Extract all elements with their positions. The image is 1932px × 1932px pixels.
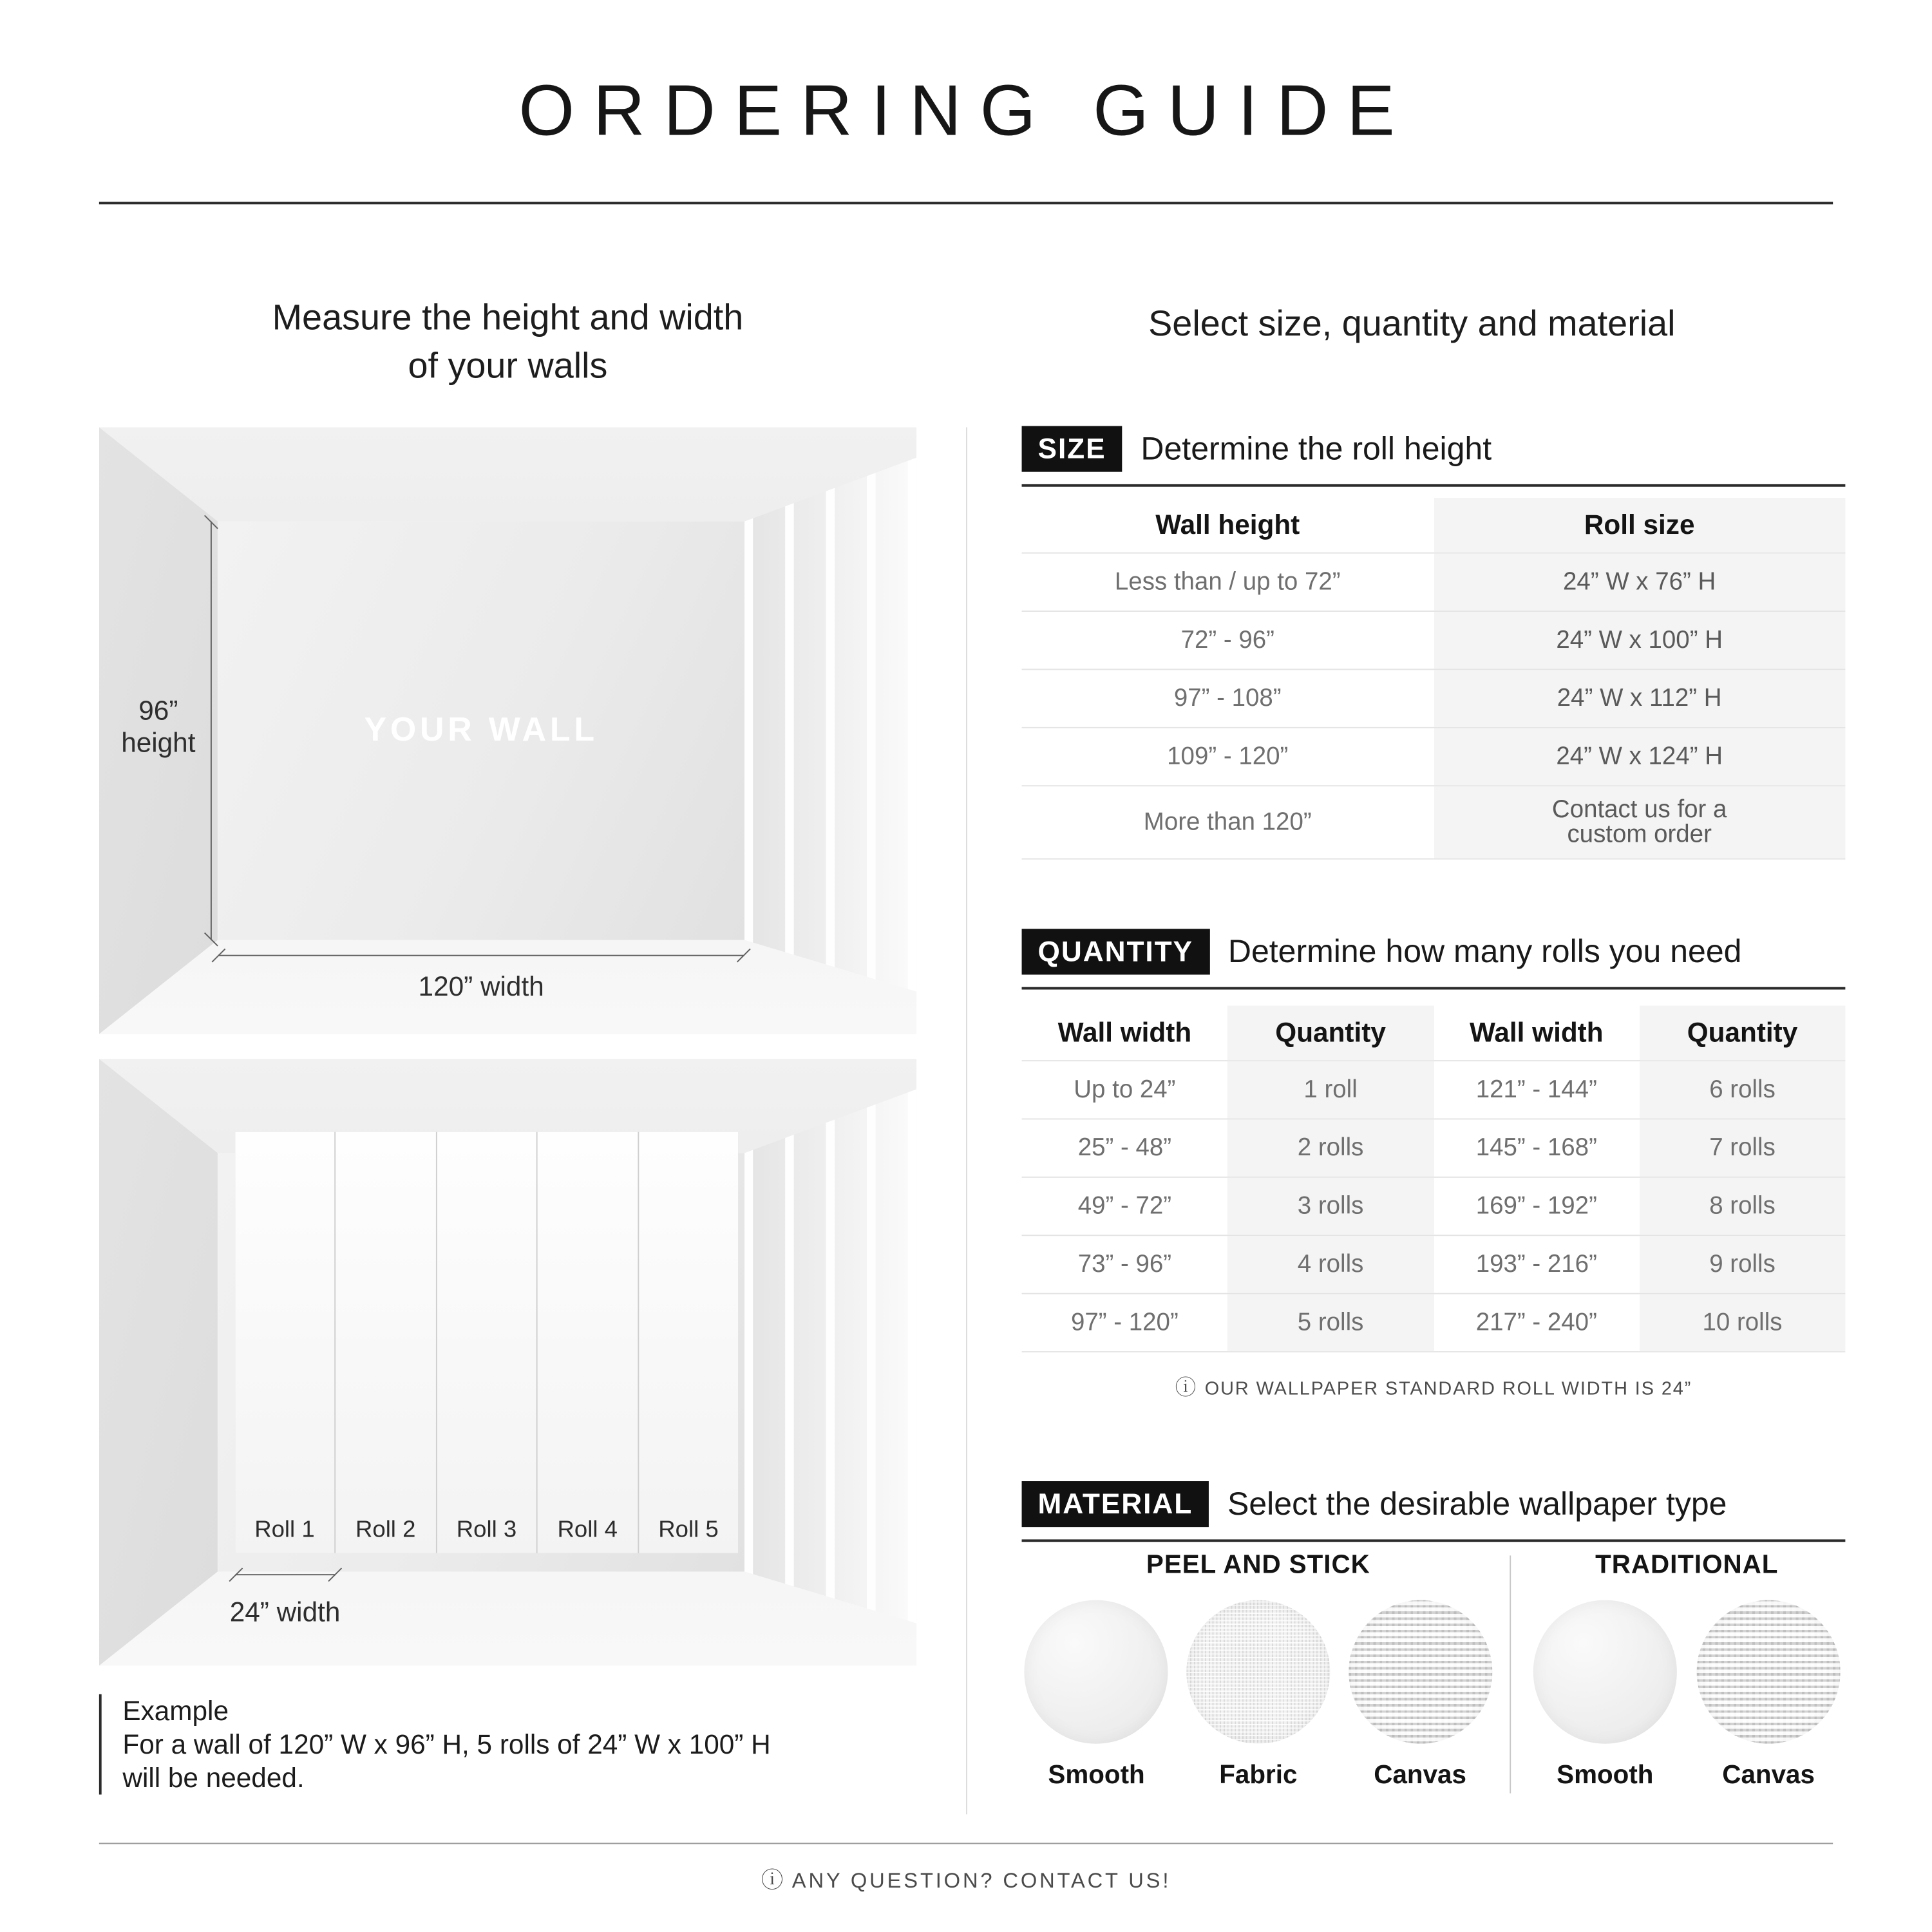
roll-size-cell	[1434, 786, 1845, 858]
wall-height-cell: 109” - 120”	[1167, 742, 1289, 770]
roll-width-note	[1022, 1370, 1846, 1401]
size-table-row	[1022, 670, 1846, 728]
wall-width-cell: 121” - 144”	[1475, 1075, 1597, 1103]
page-title: ORDERING GUIDE	[518, 70, 1414, 151]
example-line2: will be needed.	[122, 1762, 305, 1794]
swatch-label: Canvas	[1722, 1761, 1815, 1790]
quantity-col-header: Wall width	[1057, 1016, 1192, 1048]
smooth-texture-swatch	[1025, 1600, 1168, 1744]
material-badge: MATERIAL	[1022, 1481, 1209, 1527]
wall-height-cell: 97” - 108”	[1173, 684, 1282, 712]
material-subtitle: Select the desirable wallpaper type	[1227, 1484, 1727, 1522]
quantity-table-row	[1022, 1236, 1846, 1294]
quantity-subtitle: Determine how many rolls you need	[1227, 933, 1742, 970]
wall-width-cell: 169” - 192”	[1475, 1191, 1597, 1220]
swatch-label: Fabric	[1219, 1761, 1298, 1790]
title-divider	[99, 202, 1833, 204]
quantity-section-header	[1022, 929, 1846, 989]
wall-measure-illustration	[99, 427, 916, 1034]
wall-width-cell: Up to 24”	[1074, 1075, 1176, 1103]
roll-panel	[437, 1132, 536, 1553]
fabric-texture-swatch	[1186, 1600, 1330, 1744]
roll-label: Roll 1	[254, 1517, 315, 1544]
quantity-cell: 6 rolls	[1640, 1061, 1846, 1118]
roll-width-dimension-line	[235, 1573, 336, 1575]
size-subtitle: Determine the roll height	[1141, 430, 1492, 467]
quantity-cell: 10 rolls	[1640, 1294, 1846, 1351]
left-heading-line1: Measure the height and width	[272, 298, 744, 338]
size-table-row	[1022, 786, 1846, 859]
wall-width-cell: 193” - 216”	[1475, 1250, 1597, 1278]
your-wall-label: YOUR WALL	[364, 711, 598, 749]
quantity-cell: 1 roll	[1227, 1061, 1434, 1118]
wall-width-cell: 73” - 96”	[1077, 1250, 1172, 1278]
quantity-cell: 2 rolls	[1227, 1119, 1434, 1176]
left-heading-line2: of your walls	[408, 346, 608, 386]
example-note	[99, 1694, 915, 1795]
quantity-table-row	[1022, 1294, 1846, 1352]
swatch-canvas	[1693, 1600, 1844, 1791]
example-title: Example	[122, 1695, 229, 1727]
swatch-row	[1022, 1600, 1495, 1791]
size-badge: SIZE	[1022, 426, 1122, 472]
swatch-canvas	[1345, 1600, 1495, 1791]
swatch-row	[1527, 1600, 1846, 1791]
swatch-label: Smooth	[1557, 1761, 1654, 1790]
canvas-texture-swatch	[1697, 1600, 1841, 1744]
material-group-peel-and-stick	[1022, 1551, 1495, 1791]
smooth-texture-swatch	[1533, 1600, 1677, 1744]
swatch-label: Smooth	[1048, 1761, 1145, 1790]
swatch-smooth	[1530, 1600, 1681, 1791]
quantity-cell: 9 rolls	[1640, 1236, 1846, 1293]
quantity-cell: 5 rolls	[1227, 1294, 1434, 1351]
footer-note	[0, 1862, 1932, 1895]
roll-width-label: 24” width	[229, 1596, 341, 1628]
quantity-table-row	[1022, 1061, 1846, 1119]
wall-height-cell: Less than / up to 72”	[1114, 567, 1341, 596]
roll-panels	[235, 1132, 739, 1553]
wall-width-cell: 49” - 72”	[1077, 1191, 1172, 1220]
roll-panel	[336, 1132, 435, 1553]
roll-size-cell: 24” W x 100” H	[1434, 612, 1845, 668]
width-label: 120” width	[418, 970, 544, 1001]
room-window	[745, 1077, 917, 1641]
room-window	[745, 446, 917, 1010]
material-divider	[1510, 1555, 1511, 1793]
wall-width-cell: 97” - 120”	[1071, 1308, 1179, 1336]
size-table-row	[1022, 554, 1846, 612]
quantity-table	[1022, 1006, 1846, 1352]
roll-label: Roll 3	[456, 1517, 517, 1544]
canvas-texture-swatch	[1349, 1600, 1492, 1744]
wall-height-cell: More than 120”	[1143, 808, 1312, 836]
size-col-wall-height: Wall height	[1155, 509, 1300, 540]
size-table-row	[1022, 612, 1846, 670]
size-table-header	[1022, 498, 1846, 554]
quantity-table-row	[1022, 1178, 1846, 1236]
example-line1: For a wall of 120” W x 96” H, 5 rolls of 24” W x 100” H	[122, 1728, 771, 1760]
swatch-fabric	[1184, 1600, 1333, 1791]
quantity-table-row	[1022, 1119, 1846, 1177]
quantity-col-header: Quantity	[1640, 1006, 1846, 1061]
info-icon: ⓘ	[761, 1868, 784, 1893]
roll-label: Roll 4	[557, 1517, 618, 1544]
roll-panel	[639, 1132, 739, 1553]
quantity-cell: 3 rolls	[1227, 1178, 1434, 1235]
right-column-heading: Select size, quantity and material	[1148, 305, 1676, 345]
quantity-cell: 8 rolls	[1640, 1178, 1846, 1235]
quantity-cell: 4 rolls	[1227, 1236, 1434, 1293]
roll-size-cell: 24” W x 124” H	[1434, 728, 1845, 785]
wall-height-cell: 72” - 96”	[1180, 626, 1274, 654]
wall-width-cell: 145” - 168”	[1475, 1133, 1597, 1161]
wall-width-cell: 217” - 240”	[1475, 1308, 1597, 1336]
size-table-row	[1022, 728, 1846, 786]
roll-label: Roll 5	[658, 1517, 719, 1544]
material-group-title: PEEL AND STICK	[1146, 1550, 1370, 1579]
roll-label: Roll 2	[355, 1517, 416, 1544]
note-text: OUR WALLPAPER STANDARD ROLL WIDTH IS 24”	[1204, 1378, 1692, 1400]
height-label	[111, 694, 205, 759]
width-dimension-line	[218, 955, 745, 956]
quantity-col-header: Wall width	[1470, 1016, 1604, 1048]
left-column-heading	[99, 295, 916, 392]
info-icon: ⓘ	[1175, 1376, 1198, 1400]
swatch-smooth	[1022, 1600, 1171, 1791]
quantity-col-header: Quantity	[1227, 1006, 1434, 1061]
material-section	[1022, 1551, 1846, 1814]
custom-order-text: Contact us for a custom order	[1551, 796, 1727, 849]
height-word: height	[121, 726, 196, 758]
swatch-label: Canvas	[1374, 1761, 1466, 1790]
material-group-title: TRADITIONAL	[1595, 1550, 1779, 1579]
quantity-cell: 7 rolls	[1640, 1119, 1846, 1176]
quantity-table-header	[1022, 1006, 1846, 1062]
column-divider	[966, 427, 967, 1814]
rolls-illustration	[99, 1059, 916, 1665]
roll-size-cell: 24” W x 112” H	[1434, 670, 1845, 726]
size-section-header	[1022, 426, 1846, 487]
size-col-roll-size: Roll size	[1434, 498, 1845, 553]
size-table	[1022, 498, 1846, 860]
footer-text: ANY QUESTION? CONTACT US!	[791, 1868, 1171, 1893]
wall-width-cell: 25” - 48”	[1077, 1133, 1172, 1161]
material-section-header	[1022, 1481, 1846, 1542]
footer-divider	[99, 1843, 1833, 1844]
roll-panel	[235, 1132, 335, 1553]
material-group-traditional	[1527, 1551, 1846, 1791]
quantity-badge: QUANTITY	[1022, 929, 1209, 974]
roll-panel	[538, 1132, 638, 1553]
roll-size-cell: 24” W x 76” H	[1434, 554, 1845, 611]
height-dimension-line	[210, 521, 211, 940]
height-value: 96”	[138, 694, 178, 726]
